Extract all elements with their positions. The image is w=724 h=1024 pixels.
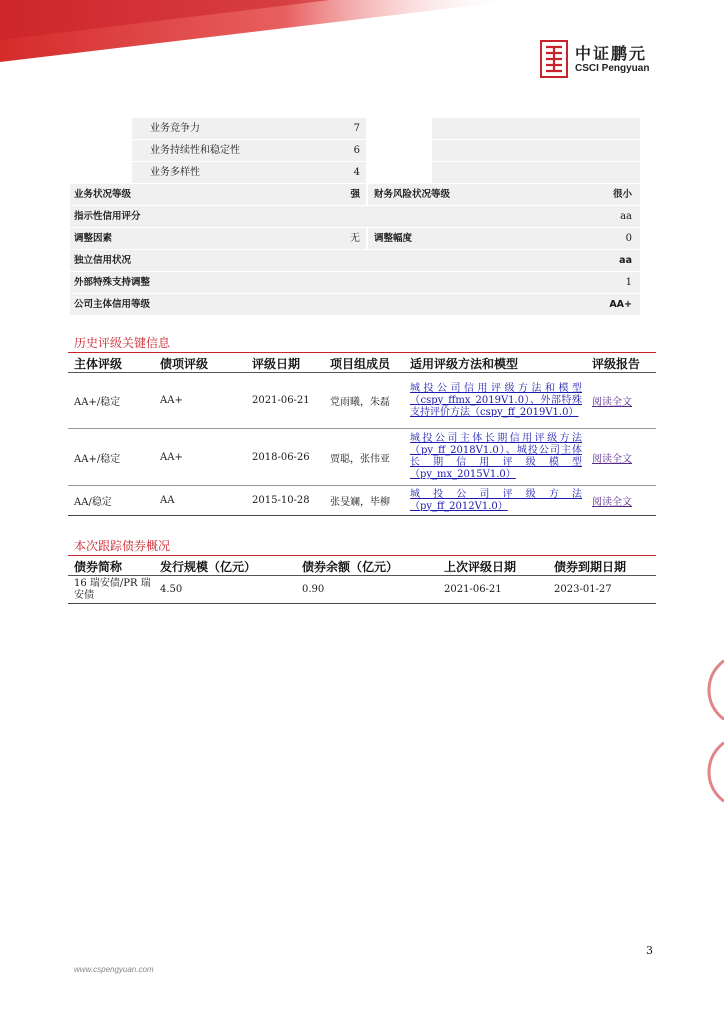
debt-rating-cell: AA+ <box>154 373 246 429</box>
logo-mark-icon <box>540 40 568 78</box>
issuer-rating-cell: AA+/稳定 <box>68 373 154 429</box>
column-header: 主体评级 <box>68 354 154 373</box>
table-row <box>68 576 656 604</box>
credit-score-table <box>70 118 640 316</box>
issue-size-cell: 4.50 <box>154 576 296 604</box>
table-header-row <box>68 557 656 576</box>
method-cell <box>404 486 586 516</box>
indicative-score-row <box>70 206 640 228</box>
issuer-rating-cell: AA+/稳定 <box>68 429 154 486</box>
table-row <box>68 373 656 429</box>
logo-chinese-name: 中证鹏元 <box>575 44 648 63</box>
method-cell <box>404 373 586 429</box>
external-support-row <box>70 272 640 294</box>
bond-name-cell: 16 瑞安债/PR 瑞安债 <box>68 576 154 604</box>
section-divider <box>68 352 656 353</box>
read-report-link[interactable]: 阅读全文 <box>592 453 632 465</box>
seal-stamp-fragment <box>705 660 724 720</box>
column-header: 债券简称 <box>68 557 154 576</box>
report-cell <box>586 486 656 516</box>
debt-rating-cell: AA+ <box>154 429 246 486</box>
adjustment-row <box>70 228 640 250</box>
external-support-label: 外部特殊支持调整 <box>70 272 640 293</box>
debt-rating-cell: AA <box>154 486 246 516</box>
company-logo <box>540 40 700 80</box>
business-status-value: 强 <box>350 189 360 200</box>
column-header: 上次评级日期 <box>438 557 548 576</box>
financial-risk-label: 财务风险状况等级 <box>368 184 640 205</box>
business-financial-row <box>70 184 640 206</box>
issuer-rating-cell: AA/稳定 <box>68 486 154 516</box>
method-link[interactable]: 城投公司信用评级方法和模型（cspy_ffmx_2019V1.0）、外部特殊支持评价方法（cspy_ff_2019V1.0） <box>410 382 582 418</box>
financial-risk-value: 很小 <box>612 189 632 200</box>
business-status-label: 业务状况等级 <box>70 184 366 205</box>
sub-factor-label: 业务持续性和稳定性 <box>132 140 362 161</box>
section-divider <box>68 555 656 556</box>
column-header: 发行规模（亿元） <box>154 557 296 576</box>
column-header: 评级日期 <box>246 354 324 373</box>
table-header-row <box>68 354 656 373</box>
report-cell <box>586 373 656 429</box>
sub-factor-label: 业务竞争力 <box>132 118 362 139</box>
column-header: 债券到期日期 <box>548 557 656 576</box>
team-members-cell: 张旻斓，毕柳 <box>324 486 404 516</box>
standalone-credit-row <box>70 250 640 272</box>
score-sub-row <box>70 140 640 162</box>
team-members-cell: 贾聪，张伟亚 <box>324 429 404 486</box>
adjustment-factor-value: 无 <box>350 233 360 244</box>
column-header: 评级报告 <box>586 354 656 373</box>
issuer-rating-row <box>70 294 640 316</box>
last-rating-date-cell: 2021-06-21 <box>438 576 548 604</box>
standalone-credit-value: aa <box>619 255 632 266</box>
logo-english-name: CSCI Pengyuan <box>575 63 650 74</box>
method-cell <box>404 429 586 486</box>
issuer-rating-label: 公司主体信用等级 <box>70 294 640 315</box>
indicative-score-label: 指示性信用评分 <box>70 206 640 227</box>
bonds-section-title: 本次跟踪债券概况 <box>74 539 171 553</box>
sub-factor-value: 6 <box>300 140 366 161</box>
team-members-cell: 党雨曦，朱磊 <box>324 373 404 429</box>
rating-date-cell: 2015-10-28 <box>246 486 324 516</box>
read-report-link[interactable]: 阅读全文 <box>592 397 632 408</box>
read-report-link[interactable]: 阅读全文 <box>592 497 632 508</box>
external-support-value: 1 <box>625 277 632 288</box>
table-row <box>68 486 656 516</box>
column-header: 债券余额（亿元） <box>296 557 438 576</box>
rating-history-table <box>68 354 656 516</box>
page-number: 3 <box>646 944 653 957</box>
score-sub-row <box>70 162 640 184</box>
issuer-rating-value: AA+ <box>609 299 632 310</box>
balance-cell: 0.90 <box>296 576 438 604</box>
empty-cell <box>432 118 640 139</box>
report-cell <box>586 429 656 486</box>
standalone-credit-label: 独立信用状况 <box>70 250 640 271</box>
empty-cell <box>432 140 640 161</box>
history-section-title: 历史评级关键信息 <box>74 336 171 350</box>
rating-date-cell: 2018-06-26 <box>246 429 324 486</box>
score-sub-row <box>70 118 640 140</box>
method-link[interactable]: 城投公司主体长期信用评级方法（py_ff_2018V1.0）、城投公司主体长期信用评级模型（py_mx_2015V1.0） <box>410 433 582 480</box>
sub-factor-label: 业务多样性 <box>132 162 362 183</box>
table-row <box>68 429 656 486</box>
method-link[interactable]: 城投公司评级方法（py_ff_2012V1.0） <box>410 488 582 512</box>
rating-date-cell: 2021-06-21 <box>246 373 324 429</box>
adjustment-range-value: 0 <box>625 233 632 244</box>
tracked-bonds-table <box>68 557 656 604</box>
adjustment-range-label: 调整幅度 <box>368 228 640 249</box>
column-header: 债项评级 <box>154 354 246 373</box>
maturity-date-cell: 2023-01-27 <box>548 576 656 604</box>
adjustment-factor-label: 调整因素 <box>70 228 366 249</box>
sub-factor-value: 7 <box>300 118 366 139</box>
seal-stamp-fragment <box>705 742 724 802</box>
empty-cell <box>432 162 640 183</box>
indicative-score-value: aa <box>620 211 632 222</box>
column-header: 适用评级方法和模型 <box>404 354 586 373</box>
column-header: 项目组成员 <box>324 354 404 373</box>
sub-factor-value: 4 <box>300 162 366 183</box>
footer-website: www.cspengyuan.com <box>74 965 154 974</box>
